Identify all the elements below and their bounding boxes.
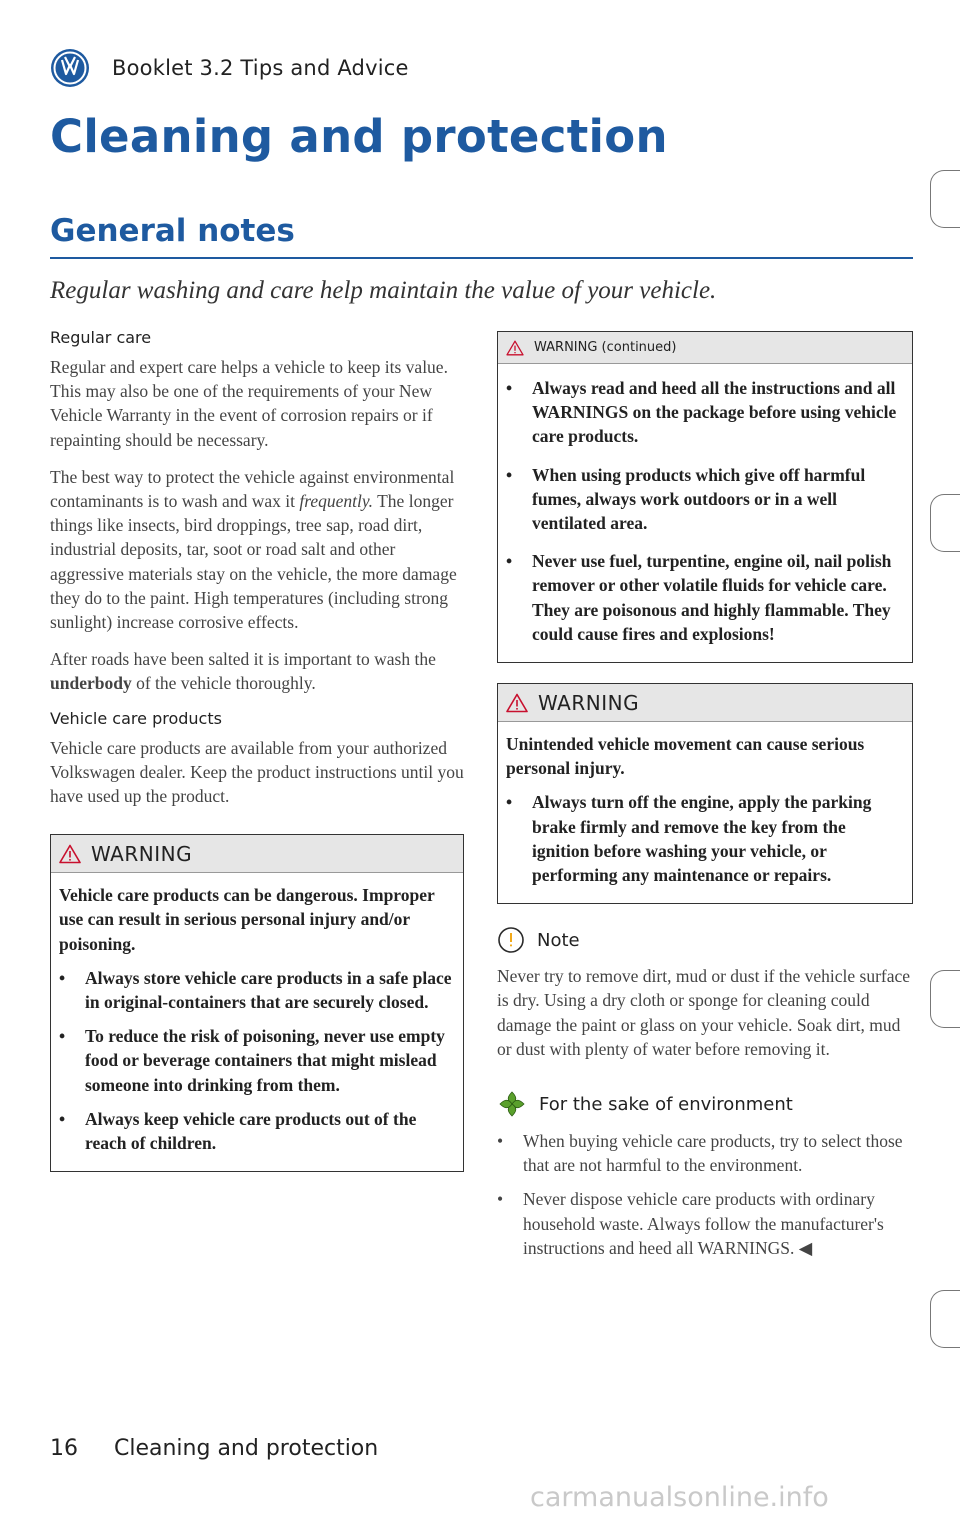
protect-text-a: The best way to protect the vehicle against environmental contaminants is to wash and wax it (50, 466, 455, 512)
warning-continued-box (497, 331, 913, 663)
environment-title: For the sake of environment (539, 1093, 793, 1115)
vehicle-care-heading: Vehicle care products (50, 708, 222, 728)
salted-text-c: of the vehicle thoroughly. (131, 673, 316, 694)
warning-bullet-text: Never use fuel, turpentine, engine oil, nail polish remover or other volatile fluids for vehicle care. They are poisonous and highly flammable. They could cause fires and explosions! (532, 551, 892, 644)
warning-bullet (506, 790, 902, 887)
warning-lead: Vehicle care products can be dangerous. Improper use can result in serious personal injury and/or poisoning. (59, 885, 435, 954)
page-title: Cleaning and protection (50, 110, 668, 163)
warning-header (498, 684, 912, 722)
bullet-icon: • (497, 1189, 504, 1210)
bullet-icon: • (59, 967, 66, 988)
protect-paragraph (50, 465, 464, 634)
warning-continued-title: WARNING (continued) (534, 340, 677, 355)
warning-title: WARNING (538, 690, 640, 715)
warning-bullet (506, 549, 902, 646)
page-number: 16 (50, 1436, 78, 1461)
warning-bullet (506, 376, 902, 449)
warning-continued-body (498, 364, 912, 662)
right-column (497, 331, 913, 1270)
bullet-icon: • (497, 1131, 504, 1152)
environment-bullet-text: Never dispose vehicle care products with ordinary household waste. Always follow the manufacturer's instructions and heed all WARNINGS. ◀ (523, 1189, 884, 1258)
bullet-icon: • (506, 378, 513, 398)
edge-tab (930, 170, 960, 228)
page-footer (50, 1436, 378, 1461)
warning-triangle-icon (506, 693, 528, 713)
warning-bullet-text: Always store vehicle care products in a safe place in original-containers that are securely closed. (85, 967, 452, 1013)
warning-continued-header (498, 332, 912, 364)
warning-bullet-text: Always read and heed all the instructions and all WARNINGS on the package before using vehicle care products. (532, 378, 897, 447)
environment-leaf-icon (497, 1089, 527, 1119)
regular-care-paragraph: Regular and expert care helps a vehicle to keep its value. This may also be one of the requirements of your New Vehicle Warranty in the event of corrosion repairs or if repainting should be necessary. (50, 357, 448, 450)
protect-text-b: The longer things like insects, bird droppings, tree sap, road dirt, industrial deposits, tar, soot or road salt and other aggressive materials stay on the vehicle, the more damage they do to the paint. High temperatures (including strong sunlight) increase corrosive effects. (50, 491, 457, 633)
booklet-label: Booklet 3.2 Tips and Advice (112, 56, 409, 80)
warning-bullet-text: Always keep vehicle care products out of the reach of children. (85, 1108, 417, 1154)
section-title: General notes (50, 213, 295, 249)
intro-text: Regular washing and care help maintain the value of your vehicle. (50, 277, 717, 304)
environment-bullet-text: When buying vehicle care products, try to select those that are not harmful to the environment. (523, 1131, 903, 1176)
protect-text-em: frequently. (299, 491, 374, 512)
bullet-icon: • (506, 551, 513, 572)
note-header (497, 926, 913, 954)
warning-body (498, 722, 912, 903)
page-header (50, 48, 409, 88)
warning-body (51, 873, 463, 1171)
warning-bullet (506, 463, 902, 536)
warning-bullet-text: Always turn off the engine, apply the parking brake firmly and remove the key from the ignition before washing your vehicle, or performing any maintenance or repairs. (532, 792, 872, 886)
bullet-icon: • (506, 464, 513, 485)
note-text: Never try to remove dirt, mud or dust if the vehicle surface is dry. Using a dry cloth or sponge for cleaning could damage the paint or glass on your vehicle. Soak dirt, mud or dust with plenty of water before removing it. (497, 966, 911, 1059)
warning-bullet (59, 966, 453, 1014)
warning-bullet (59, 1107, 453, 1155)
environment-bullet (497, 1187, 913, 1260)
vehicle-care-paragraph: Vehicle care products are available from your authorized Volkswagen dealer. Keep the product instructions until you have used up the product. (50, 737, 464, 807)
warning-lead: Unintended vehicle movement can cause serious personal injury. (506, 734, 865, 779)
vw-logo-icon (50, 48, 90, 88)
footer-title: Cleaning and protection (114, 1436, 379, 1461)
edge-tab (930, 970, 960, 1028)
warning-bullet-text: To reduce the risk of poisoning, never use empty food or beverage containers that might mislead someone into drinking from them. (85, 1026, 445, 1095)
edge-tab (930, 1290, 960, 1348)
warning-triangle-icon (59, 844, 81, 864)
bullet-icon: • (506, 792, 513, 813)
warning-bullet-text: When using products which give off harmful fumes, always work outdoors or in a well ventilated area. (532, 464, 866, 534)
regular-care-heading: Regular care (50, 328, 152, 347)
warning-bullet (59, 1024, 453, 1097)
salted-roads-paragraph (50, 647, 464, 695)
edge-tab (930, 494, 960, 552)
left-column (50, 328, 464, 1188)
warning-box-right (497, 683, 913, 904)
salted-text-a: After roads have been salted it is important to wash the (50, 649, 436, 670)
warning-header (51, 835, 463, 873)
bullet-icon: • (59, 1108, 66, 1129)
note-info-icon (497, 926, 525, 954)
warning-box-left (50, 834, 464, 1172)
salted-text-b: underbody (50, 673, 132, 694)
environment-header (497, 1089, 913, 1119)
watermark: carmanualsonline.info (530, 1482, 829, 1513)
warning-title: WARNING (91, 841, 193, 866)
note-title: Note (537, 929, 580, 951)
bullet-icon: • (59, 1026, 66, 1047)
warning-triangle-icon (506, 340, 524, 356)
environment-bullet (497, 1129, 913, 1177)
title-divider (50, 257, 913, 259)
